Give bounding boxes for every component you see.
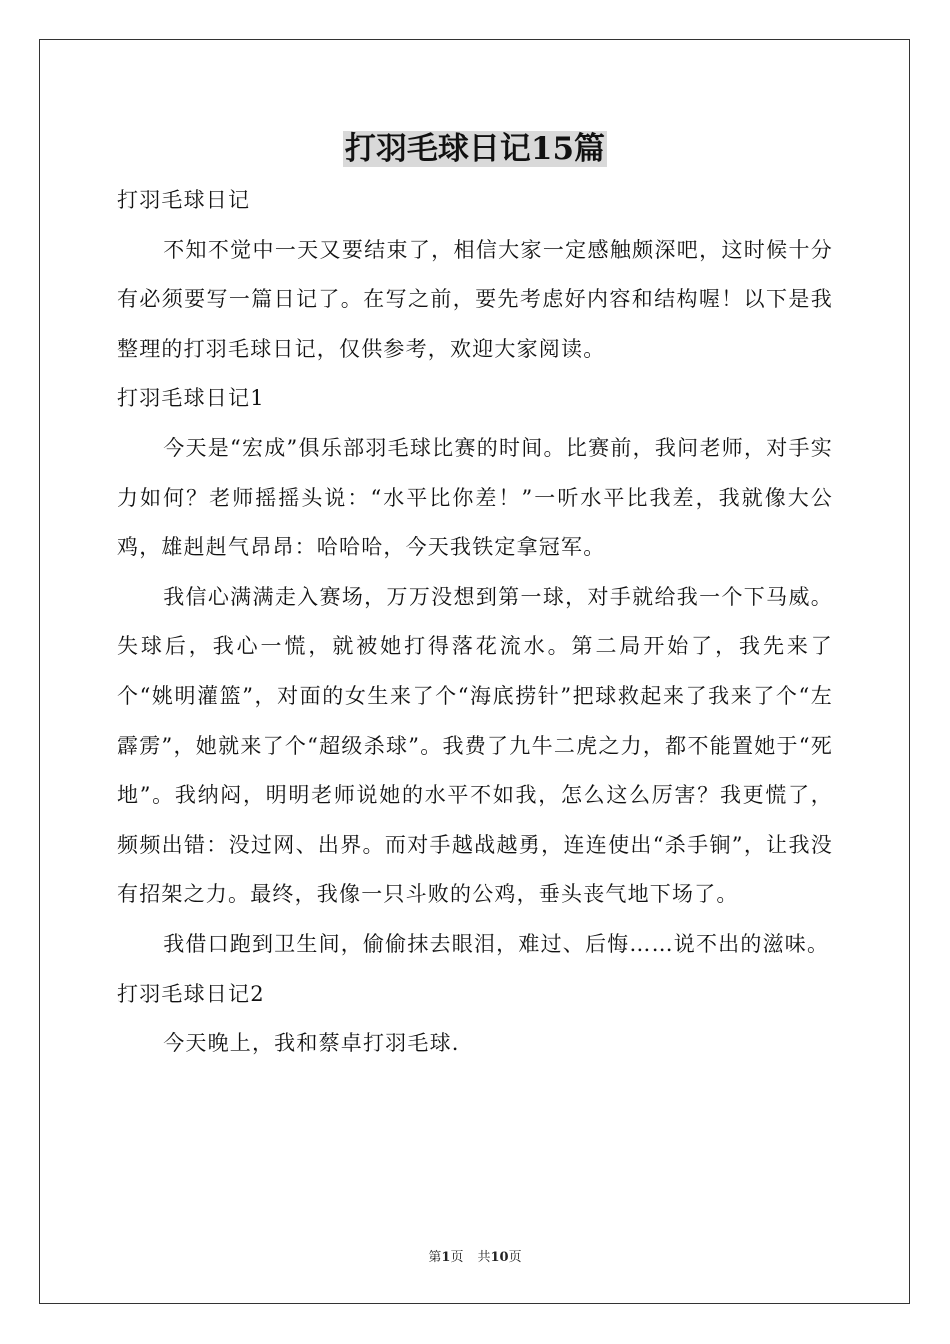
- page-suffix: 页: [450, 1250, 464, 1265]
- body-paragraph: 今天晚上，我和蔡卓打羽毛球.: [163, 1031, 460, 1056]
- total-pages: 10: [490, 1250, 509, 1265]
- document-title-text: 打羽毛球日记15篇: [344, 131, 606, 167]
- page-prefix: 第: [428, 1250, 442, 1265]
- page-footer: [0, 1246, 950, 1265]
- section-heading: 打羽毛球日记1: [117, 386, 265, 411]
- section-heading: 打羽毛球日记: [117, 188, 251, 212]
- document-body: [117, 176, 833, 1069]
- total-prefix: 共: [477, 1250, 491, 1265]
- body-paragraph: 我借口跑到卫生间，偷偷抹去眼泪，难过、后悔……说不出的滋味。: [163, 931, 830, 956]
- section-heading: 打羽毛球日记2: [117, 981, 265, 1006]
- page-number: 1: [441, 1250, 451, 1265]
- total-suffix: 页: [508, 1250, 522, 1265]
- intro-paragraph: 不知不觉中一天又要结束了，相信大家一定感触颇深吧，这时候十分有必须要写一篇日记了。在写之前，要先考虑好内容和结构喔！以下是我整理的打羽毛球日记，仅供参考，欢迎大家阅读。: [117, 237, 833, 361]
- body-paragraph: 我信心满满走入赛场，万万没想到第一球，对手就给我一个下马威。失球后，我心一慌，就被她打得落花流水。第二局开始了，我先来了个“姚明灌篮”，对面的女生来了个“海底捞针”把球救起来了我来了个“左霹雳”，她就来了个“超级杀球”。我费了九牛二虎之力，都不能置她于“死地”。我纳闷，明明老师说她的水平不如我，怎么这么厉害？我更慌了，频频出错：没过网、出界。而对手越战越勇，连连使出“杀手锏”，让我没有招架之力。最终，我像一只斗败的公鸡，垂头丧气地下场了。: [117, 584, 833, 907]
- document-title: [0, 128, 950, 170]
- body-paragraph: 今天是“宏成”俱乐部羽毛球比赛的时间。比赛前，我问老师，对手实力如何？老师摇摇头说：“水平比你差！”一听水平比我差，我就像大公鸡，雄赳赳气昂昂：哈哈哈，今天我铁定拿冠军。: [117, 435, 833, 560]
